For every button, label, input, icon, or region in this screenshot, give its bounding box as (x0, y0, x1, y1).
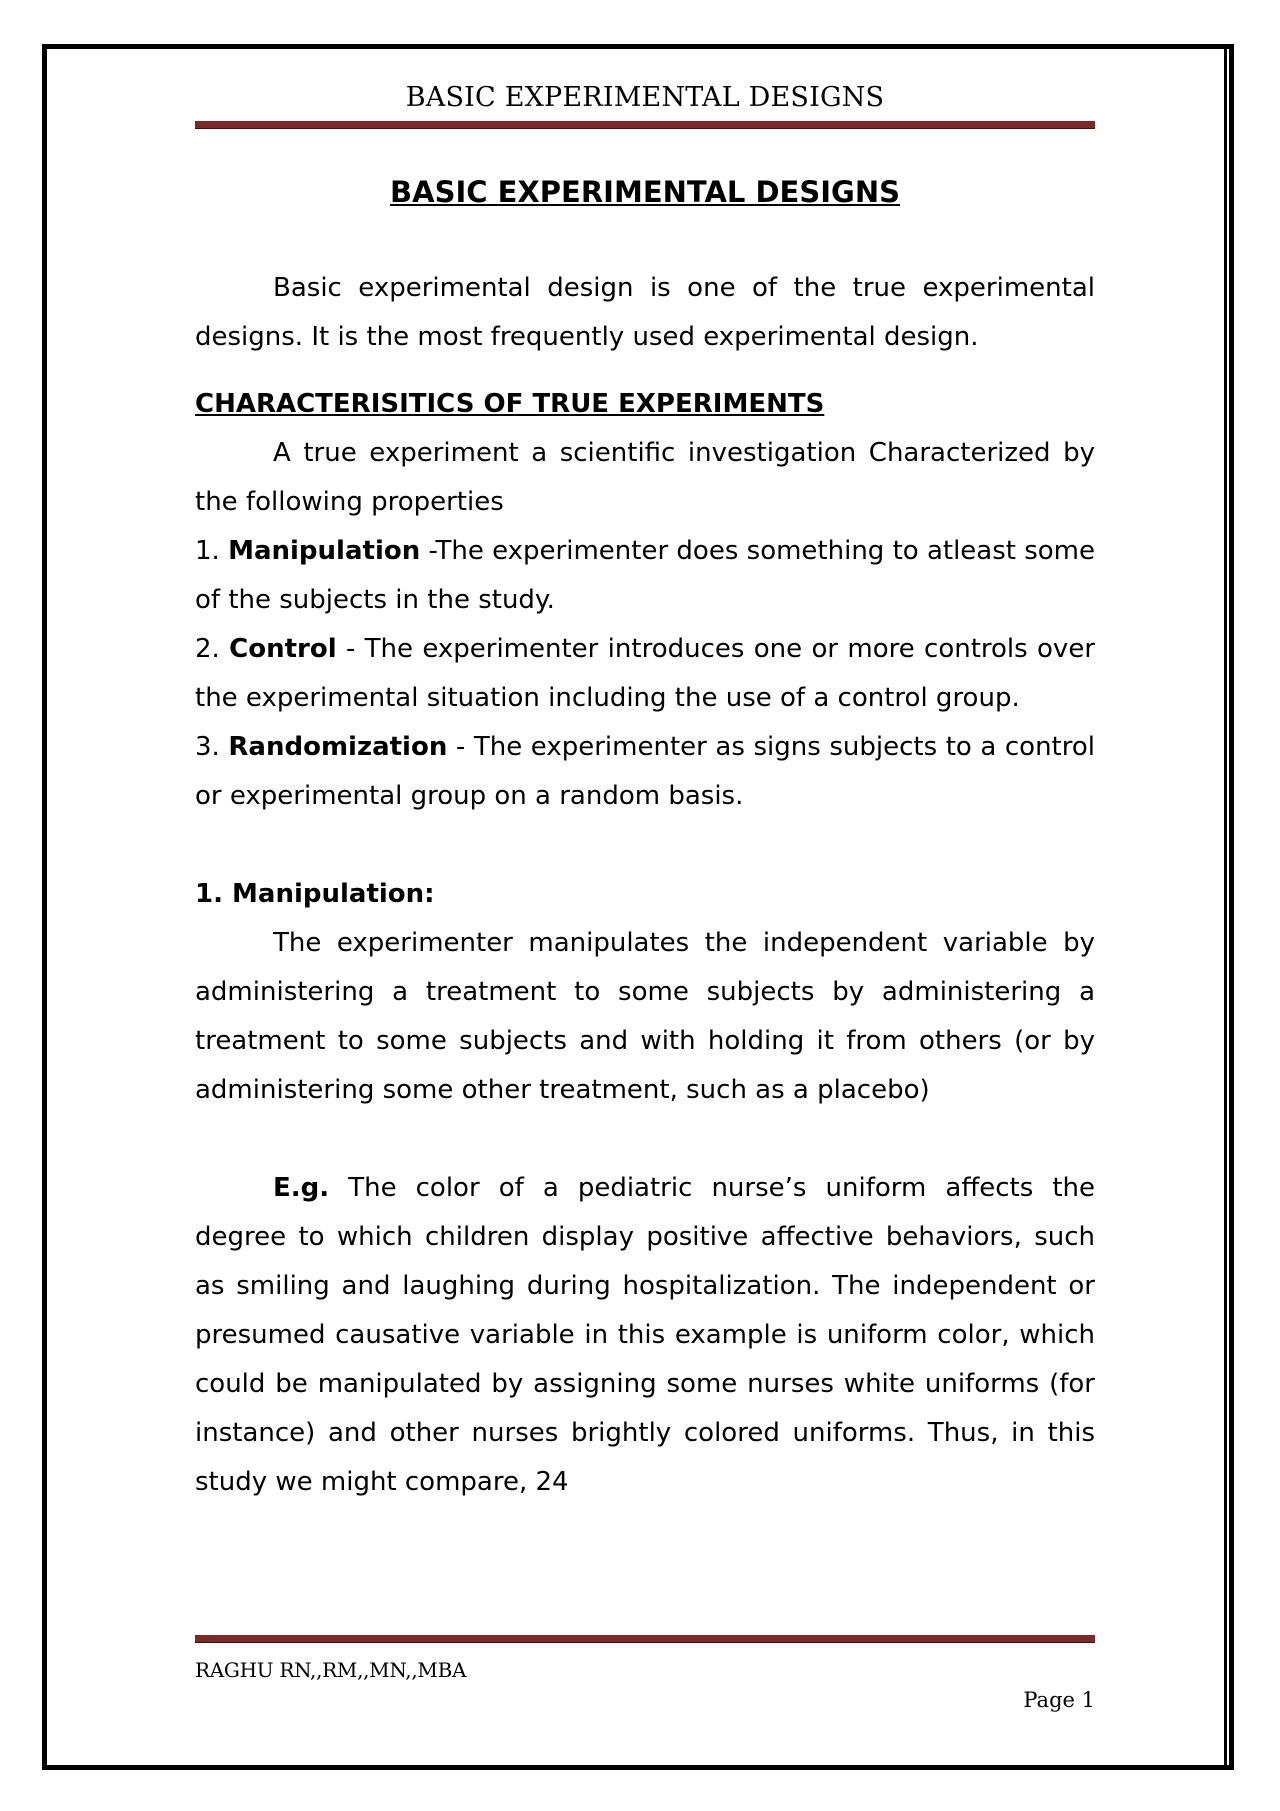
property-item: 1. Manipulation -The experimenter does something to atleast some of the subjects in the study. (195, 536, 1096, 615)
spacer (195, 1115, 1095, 1164)
manipulation-heading: 1. Manipulation: (195, 879, 435, 909)
footer-rule (195, 1635, 1095, 1643)
property-item: 3. Randomization - The experimenter as signs subjects to a control or experimental group on a random basis. (195, 732, 1096, 811)
property-term: Manipulation (228, 536, 421, 566)
document-title: BASIC EXPERIMENTAL DESIGNS (390, 175, 900, 209)
property-term: Control (229, 634, 337, 664)
example-paragraph: E.g. The color of a pediatric nurse’s uniform affects the degree to which children display positive affective behaviors, such as smiling and laughing during hospitalization. The independent or presumed causative variable in this example is uniform color, which could be manipulated by assigning some nurses white uniforms (for instance) and other nurses brightly colored uniforms. Thus, in this study we might compare, 24 (195, 1173, 1095, 1497)
property-item: 2. Control - The experimenter introduces one or more controls over the experimental situation including the use of a control group. (195, 634, 1096, 713)
section-heading: CHARACTERISITICS OF TRUE EXPERIMENTS (195, 389, 825, 419)
running-header: BASIC EXPERIMENTAL DESIGNS (405, 82, 885, 113)
example-label: E.g. (273, 1173, 330, 1203)
section-intro: A true experiment a scientific investigation Characterized by the following properties (195, 438, 1095, 517)
page-number: Page 1 (1023, 1688, 1095, 1712)
spacer (195, 821, 1095, 870)
property-term: Randomization (228, 732, 448, 762)
manipulation-paragraph: The experimenter manipulates the independent variable by administering a treatment to some subjects by administering a treatment to some subjects and with holding it from others (or by administering some other treatment, such as a placebo) (195, 928, 1095, 1105)
document-body (195, 168, 1095, 1507)
footer-author: RAGHU RN,,RM,,MN,,MBA (195, 1658, 467, 1682)
intro-paragraph: Basic experimental design is one of the true experimental designs. It is the most frequently used experimental design. (195, 273, 1095, 352)
header-rule (195, 121, 1095, 129)
